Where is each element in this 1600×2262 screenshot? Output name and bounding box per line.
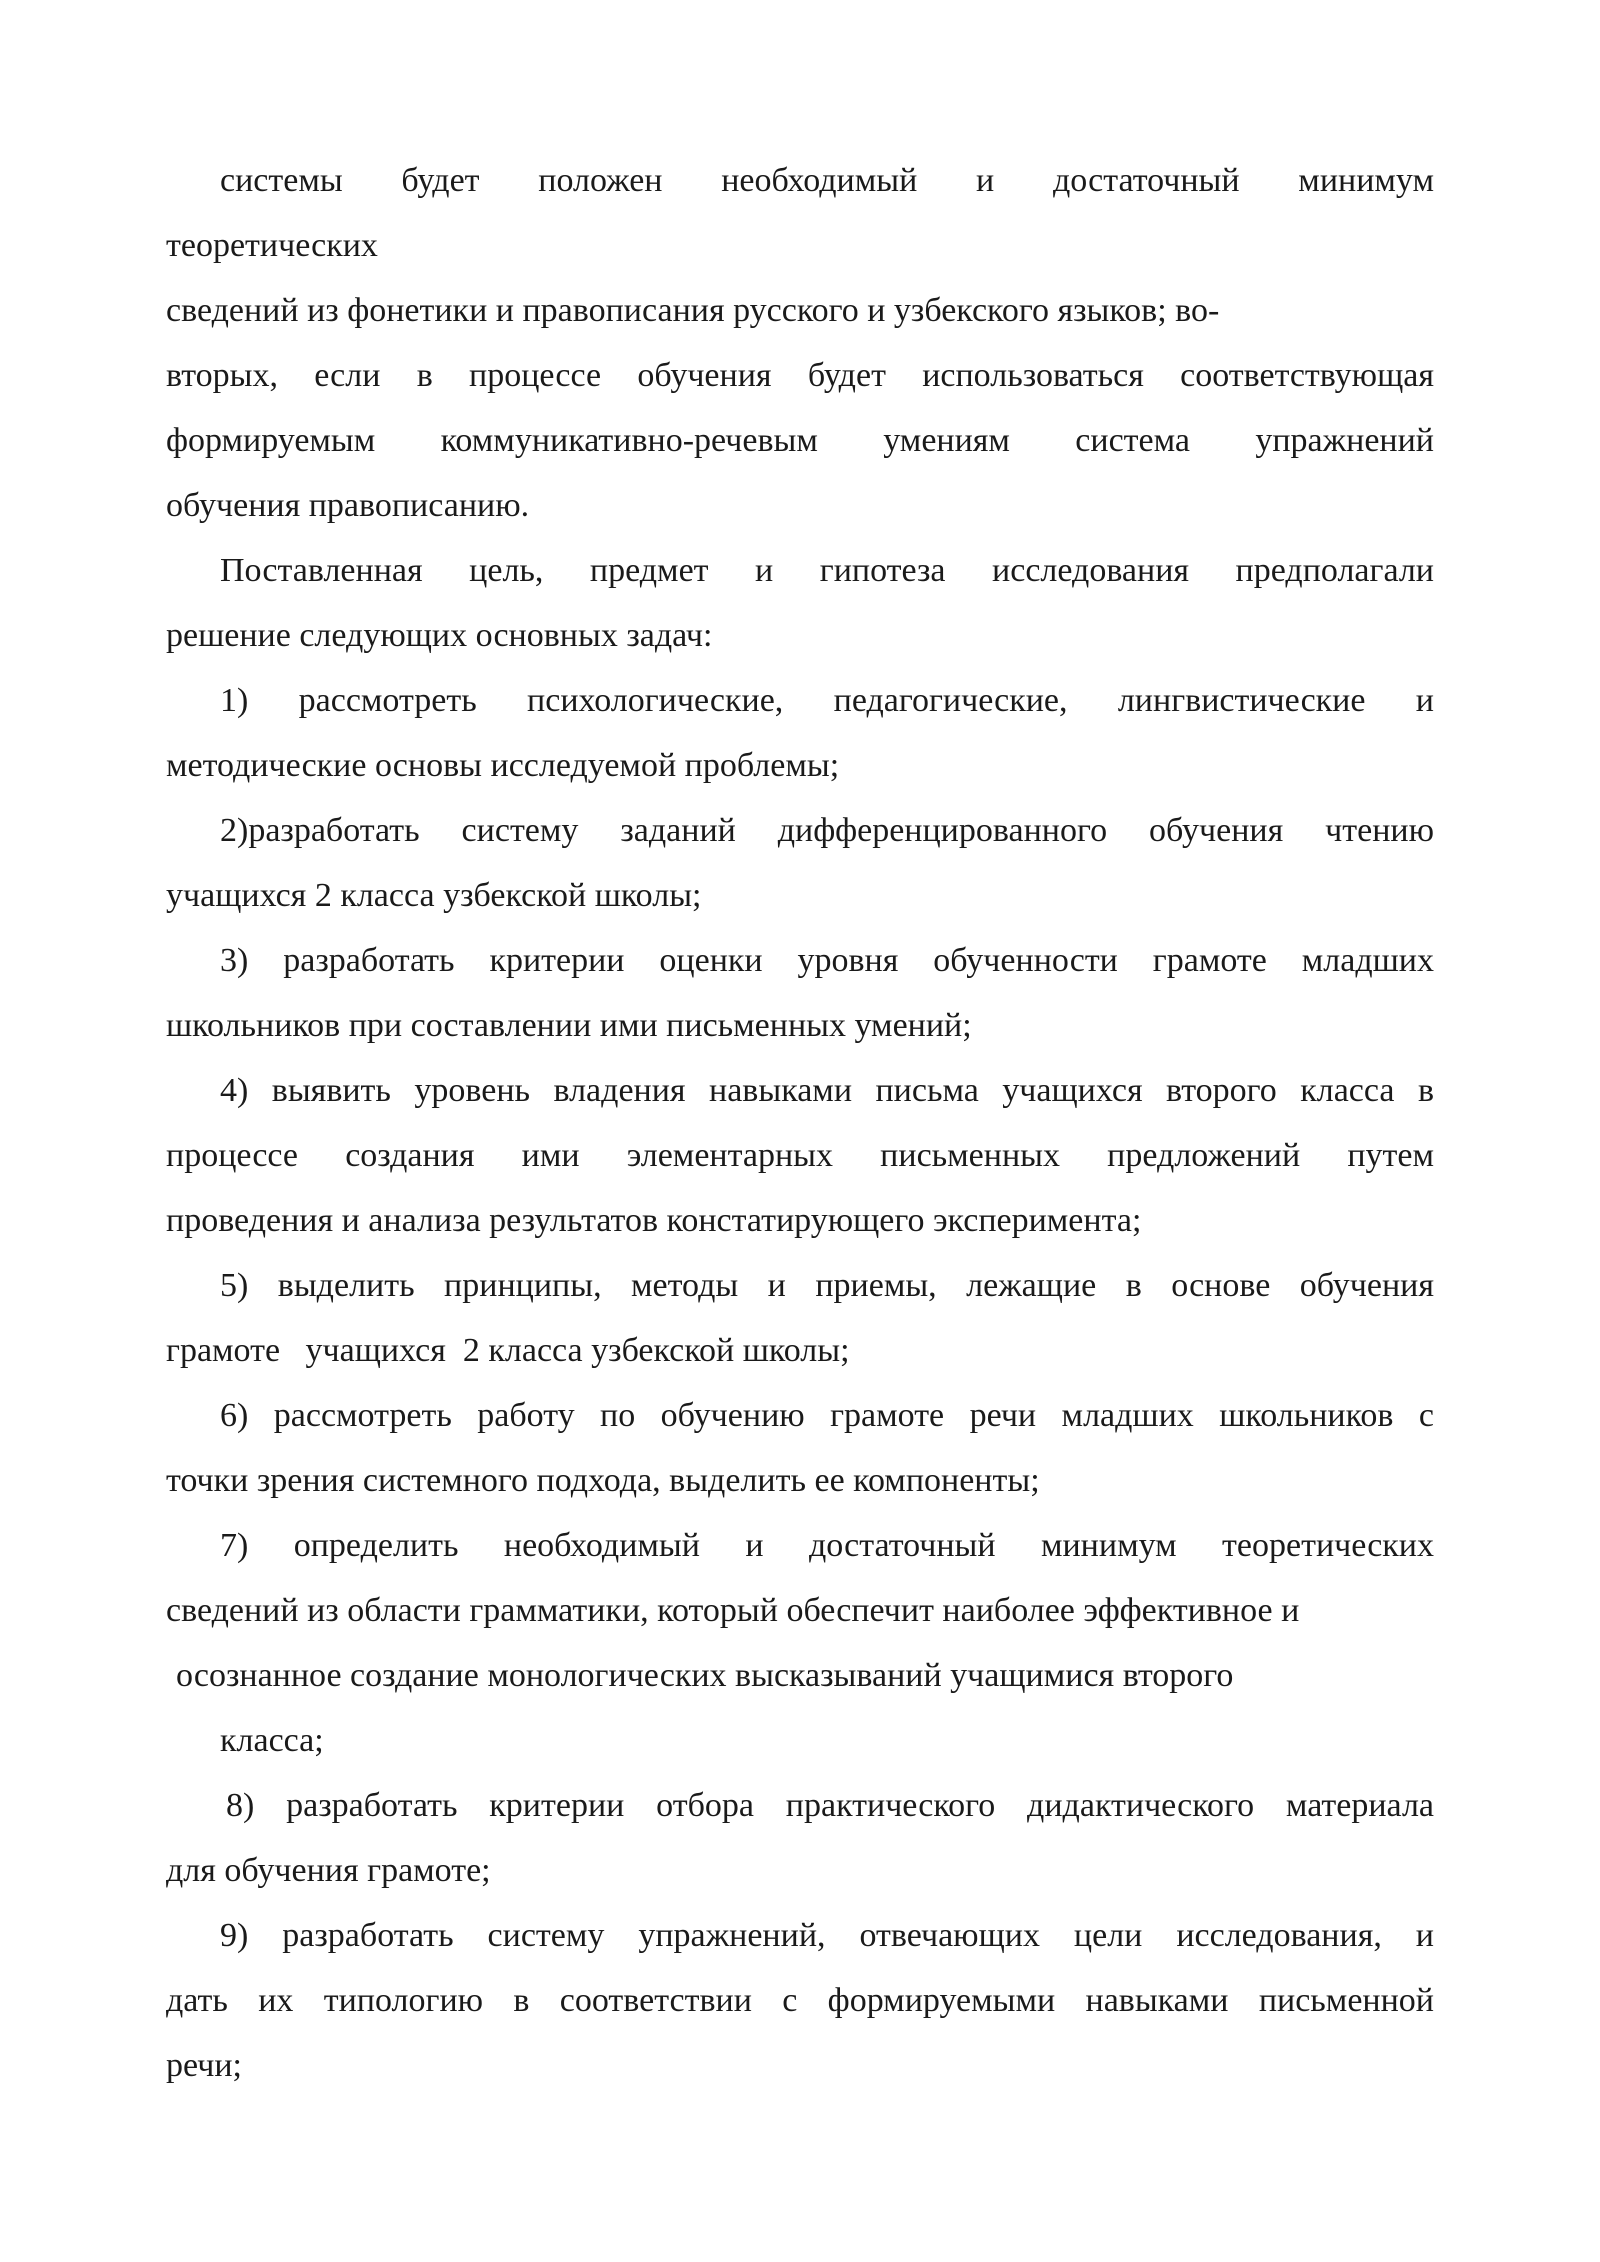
text-line: 1) рассмотреть психологические, педагогические, лингвистические и	[220, 682, 1434, 719]
text-line: проведения и анализа результатов констатирующего эксперимента;	[166, 1202, 1142, 1239]
text-line: решение следующих основных задач:	[166, 617, 713, 654]
text-line: сведений из области грамматики, который обеспечит наиболее эффективное и	[166, 1592, 1300, 1629]
text-line: 7) определить необходимый и достаточный минимум теоретических	[220, 1527, 1434, 1564]
text-line: теоретических	[166, 227, 378, 264]
text-line: сведений из фонетики и правописания русского и узбекского языков; во-	[166, 292, 1220, 329]
text-line: 4) выявить уровень владения навыками письма учащихся второго класса в	[220, 1072, 1434, 1109]
text-line: 8) разработать критерии отбора практического дидактического материала	[226, 1787, 1434, 1824]
text-line: речи;	[166, 2047, 242, 2084]
text-line: 6) рассмотреть работу по обучению грамоте речи младших школьников с	[220, 1397, 1434, 1434]
text-line: процессе создания ими элементарных письменных предложений путем	[166, 1137, 1434, 1174]
text-line: учащихся 2 класса узбекской школы;	[166, 877, 702, 914]
text-line: обучения правописанию.	[166, 487, 530, 524]
text-line: осознанное создание монологических высказываний учащимися второго	[176, 1657, 1234, 1694]
text-line: формируемым коммуникативно-речевым умениям система упражнений	[166, 422, 1434, 459]
text-line: дать их типологию в соответствии с формируемыми навыками письменной	[166, 1982, 1434, 2019]
document-body	[166, 148, 1434, 2098]
text-line: 9) разработать систему упражнений, отвечающих цели исследования, и	[220, 1917, 1434, 1954]
text-line: класса;	[220, 1722, 324, 1759]
text-line: вторых, если в процессе обучения будет использоваться соответствующая	[166, 357, 1434, 394]
text-line: грамоте учащихся 2 класса узбекской школы;	[166, 1332, 850, 1369]
text-line: 3) разработать критерии оценки уровня обученности грамоте младших	[220, 942, 1434, 979]
text-line: Поставленная цель, предмет и гипотеза исследования предполагали	[220, 552, 1434, 589]
text-line: 2)разработать систему заданий дифференцированного обучения чтению	[220, 812, 1434, 849]
text-line: системы будет положен необходимый и достаточный минимум	[220, 162, 1434, 199]
text-line: для обучения грамоте;	[166, 1852, 491, 1889]
text-line: 5) выделить принципы, методы и приемы, лежащие в основе обучения	[220, 1267, 1434, 1304]
text-line: точки зрения системного подхода, выделить ее компоненты;	[166, 1462, 1040, 1499]
text-line: методические основы исследуемой проблемы;	[166, 747, 840, 784]
text-line: школьников при составлении ими письменных умений;	[166, 1007, 972, 1044]
